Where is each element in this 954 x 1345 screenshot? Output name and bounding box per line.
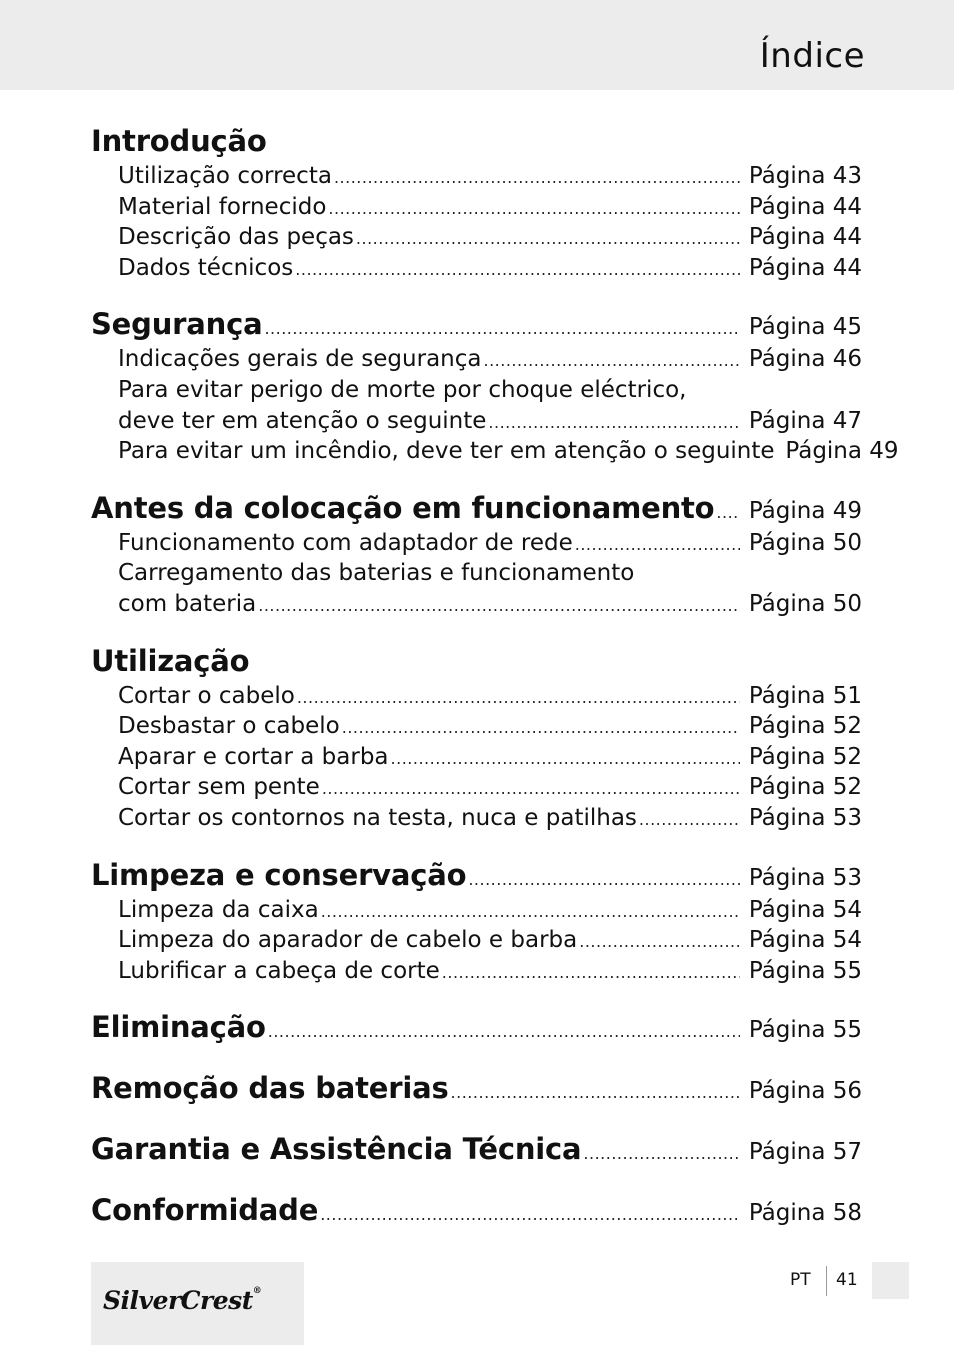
- entry-page-ref: Página 55: [748, 957, 862, 984]
- section-title: Eliminação: [91, 1010, 266, 1045]
- dot-leader: [583, 1134, 740, 1174]
- footer-tab-marker: [872, 1262, 909, 1299]
- section-page-ref: Página 57: [748, 1139, 862, 1166]
- dot-leader: [442, 958, 740, 989]
- toc-entry[interactable]: [91, 589, 862, 620]
- dot-leader: [391, 744, 740, 775]
- entry-label: Limpeza do aparador de cabelo e barba: [118, 927, 578, 954]
- toc-entry[interactable]: [91, 406, 862, 437]
- toc-entry[interactable]: [91, 192, 862, 223]
- toc-section: [91, 1190, 862, 1230]
- section-gap: [91, 620, 862, 641]
- entry-page-ref: Página 52: [748, 713, 862, 740]
- entry-label: Cortar os contornos na testa, nuca e patilhas: [118, 804, 637, 831]
- entry-label: Cortar o cabelo: [118, 682, 295, 709]
- section-gap: [91, 986, 862, 1007]
- toc-entry[interactable]: [91, 253, 862, 284]
- toc-entry[interactable]: [91, 436, 899, 467]
- section-title: Introdução: [91, 124, 267, 158]
- entry-label: Para evitar um incêndio, deve ter em atenção o seguinte: [118, 438, 775, 465]
- entry-label: Indicações gerais de segurança: [118, 346, 482, 373]
- entry-page-ref: Página 47: [748, 407, 862, 434]
- dot-leader: [264, 309, 740, 349]
- entry-page-ref: Página 50: [748, 590, 862, 617]
- dot-leader: [639, 805, 740, 836]
- dot-leader: [320, 1195, 740, 1235]
- entry-label: Carregamento das baterias e funcionamento: [118, 560, 635, 587]
- toc-section-heading[interactable]: [91, 121, 862, 161]
- section-page-ref: Página 53: [748, 864, 862, 891]
- entry-label: Limpeza da caixa: [118, 896, 319, 923]
- section-title: Garantia e Assistência Técnica: [91, 1132, 582, 1167]
- entry-page-ref: Página 51: [748, 682, 862, 709]
- entry-page-ref: Página 44: [748, 193, 862, 220]
- toc-section: [91, 1068, 862, 1108]
- toc-entry[interactable]: [91, 803, 862, 834]
- toc-entry[interactable]: [91, 344, 862, 375]
- toc-section-heading[interactable]: [91, 488, 862, 528]
- dot-leader: [356, 224, 740, 255]
- section-page-ref: Página 45: [748, 314, 862, 341]
- toc-section: [91, 855, 862, 987]
- toc-entry[interactable]: [91, 222, 862, 253]
- footer-page-number: 41: [836, 1270, 858, 1290]
- dot-leader: [321, 897, 740, 928]
- entry-page-ref: Página 43: [748, 163, 862, 189]
- entry-label: Utilização correcta: [118, 163, 332, 189]
- dot-leader: [342, 713, 740, 744]
- entry-page-ref: Página 46: [748, 346, 862, 373]
- table-of-contents: [91, 121, 899, 1230]
- toc-entry[interactable]: [91, 711, 862, 742]
- toc-entry[interactable]: [91, 956, 862, 987]
- entry-label: Funcionamento com adaptador de rede: [118, 529, 573, 556]
- entry-label: Descrição das peças: [118, 224, 354, 251]
- dot-leader: [295, 255, 740, 286]
- toc-section: [91, 121, 862, 283]
- section-page-ref: Página 58: [748, 1200, 862, 1227]
- section-page-ref: Página 56: [748, 1078, 862, 1105]
- toc-entry[interactable]: [91, 925, 862, 956]
- dot-leader: [451, 1073, 740, 1113]
- section-gap: [91, 834, 862, 855]
- dot-leader: [268, 1012, 740, 1052]
- entry-page-ref: Página 53: [748, 804, 862, 831]
- toc-entry: [91, 375, 862, 406]
- section-gap: [91, 467, 862, 488]
- entry-page-ref: Página 54: [748, 896, 862, 923]
- toc-section-heading[interactable]: [91, 1190, 862, 1230]
- footer-divider: [826, 1266, 827, 1296]
- section-title: Utilização: [91, 643, 250, 678]
- toc-entry[interactable]: [91, 895, 862, 926]
- toc-entry: [91, 558, 862, 589]
- entry-page-ref: Página 52: [748, 774, 862, 801]
- entry-page-ref: Página 44: [748, 224, 862, 251]
- toc-section: [91, 304, 899, 466]
- entry-label: Cortar sem pente: [118, 774, 320, 801]
- logo-text: SilverCrest: [103, 1286, 253, 1315]
- toc-section-heading[interactable]: [91, 641, 862, 681]
- toc-entry[interactable]: [91, 161, 862, 192]
- toc-section-heading[interactable]: [91, 304, 862, 344]
- section-title: Segurança: [91, 307, 263, 342]
- entry-label: Dados técnicos: [118, 254, 294, 281]
- dot-leader: [334, 163, 740, 194]
- registered-mark: ®: [252, 1286, 262, 1296]
- brand-logo: [91, 1262, 304, 1345]
- section-title: Remoção das baterias: [91, 1071, 449, 1106]
- toc-entry[interactable]: [91, 772, 862, 803]
- entry-page-ref: Página 49: [785, 438, 899, 465]
- dot-leader: [328, 194, 740, 225]
- toc-section: [91, 488, 862, 620]
- footer-language: PT: [790, 1270, 811, 1290]
- toc-entry[interactable]: [91, 528, 862, 559]
- toc-section-heading[interactable]: [91, 1129, 862, 1169]
- toc-entry[interactable]: [91, 681, 862, 712]
- entry-label: Lubrificar a cabeça de corte: [118, 957, 440, 984]
- entry-label: Aparar e cortar a barba: [118, 743, 389, 770]
- entry-page-ref: Página 52: [748, 743, 862, 770]
- logo-wordmark: [103, 1286, 261, 1315]
- section-title: Antes da colocação em funcionamento: [91, 490, 715, 525]
- toc-section: [91, 1129, 862, 1169]
- dot-leader: [322, 774, 740, 805]
- section-gap: [91, 283, 862, 304]
- toc-section-heading[interactable]: [91, 1068, 862, 1108]
- section-title: Limpeza e conservação: [91, 857, 467, 892]
- dot-leader: [483, 346, 740, 377]
- dot-leader: [297, 683, 740, 714]
- toc-section-heading[interactable]: [91, 855, 862, 895]
- entry-label: deve ter em atenção o seguinte: [118, 407, 487, 434]
- entry-label: Material fornecido: [118, 193, 327, 220]
- toc-entry[interactable]: [91, 742, 862, 773]
- toc-section-heading[interactable]: [91, 1007, 862, 1047]
- section-page-ref: Página 49: [748, 497, 862, 524]
- entry-page-ref: Página 50: [748, 529, 862, 556]
- dot-leader: [579, 927, 740, 958]
- section-gap: [91, 1169, 862, 1190]
- dot-leader: [488, 408, 740, 439]
- entry-page-ref: Página 54: [748, 927, 862, 954]
- toc-section: [91, 1007, 862, 1047]
- toc-section: [91, 641, 862, 834]
- page-title: Índice: [759, 36, 865, 76]
- dot-leader: [468, 860, 740, 900]
- dot-leader: [716, 493, 740, 533]
- entry-label: Desbastar o cabelo: [118, 713, 340, 740]
- dot-leader: [575, 530, 740, 561]
- entry-label: Para evitar perigo de morte por choque eléctrico,: [118, 376, 687, 403]
- entry-page-ref: Página 44: [748, 254, 862, 281]
- entry-label: com bateria: [118, 590, 257, 617]
- section-page-ref: Página 55: [748, 1017, 862, 1044]
- dot-leader: [258, 591, 740, 622]
- section-title: Conformidade: [91, 1193, 319, 1228]
